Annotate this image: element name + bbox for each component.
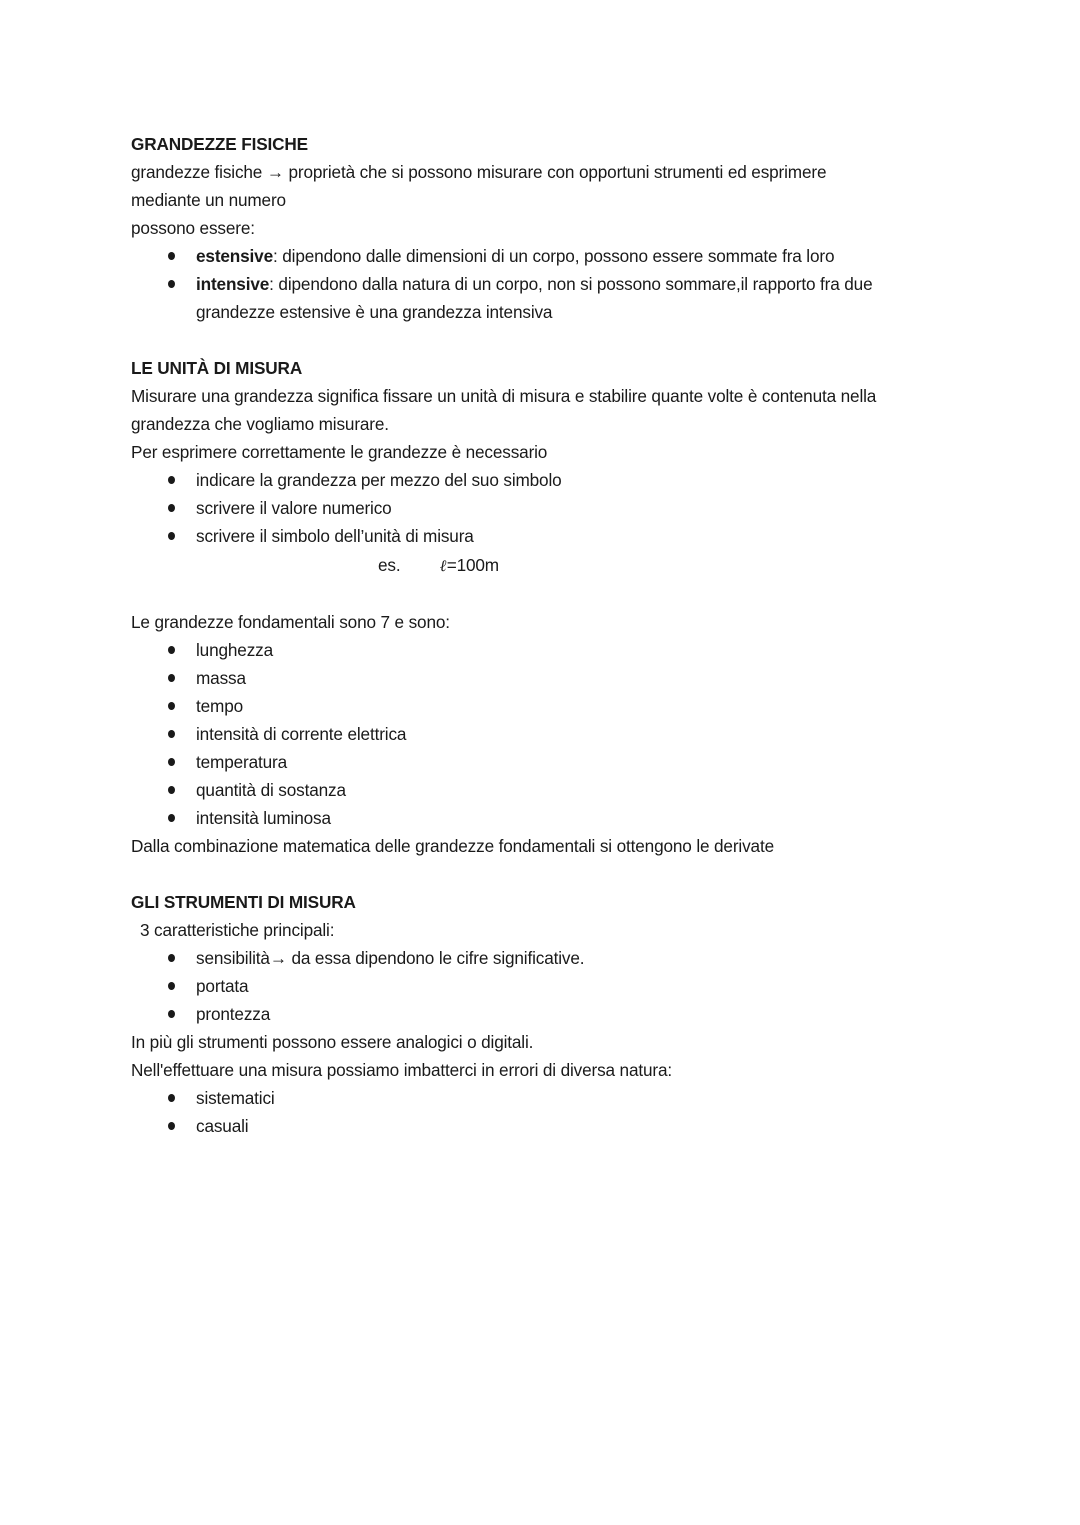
list-item-text: indicare la grandezza per mezzo del suo simbolo bbox=[196, 470, 562, 490]
bullet-icon bbox=[168, 814, 175, 822]
list-item bbox=[131, 636, 951, 664]
bullet-icon bbox=[168, 1010, 175, 1018]
definition-line: grandezze fisiche → proprietà che si possono misurare con opportuni strumenti ed esprimere bbox=[131, 162, 827, 182]
section-heading: LE UNITÀ DI MISURA bbox=[131, 358, 303, 378]
term-label: intensive bbox=[196, 274, 270, 294]
term-description: : dipendono dalle dimensioni di un corpo, possono essere sommate fra loro bbox=[273, 246, 835, 266]
paragraph: In più gli strumenti possono essere analogici o digitali. bbox=[131, 1032, 534, 1052]
list-item-text: sensibilità→ da essa dipendono le cifre significative. bbox=[196, 948, 585, 968]
bullet-icon bbox=[168, 982, 175, 990]
term-label: estensive bbox=[196, 246, 274, 266]
list-item-text: scrivere il valore numerico bbox=[196, 498, 392, 518]
list-item-text: intensità luminosa bbox=[196, 808, 331, 828]
list-item bbox=[131, 720, 951, 748]
list-item-text: scrivere il simbolo dell’unità di misura bbox=[196, 526, 474, 546]
list-item bbox=[131, 242, 951, 270]
list-item-text: portata bbox=[196, 976, 249, 996]
example-formula bbox=[131, 550, 951, 580]
list-intro: Le grandezze fondamentali sono 7 e sono: bbox=[131, 612, 450, 632]
bullet-icon bbox=[168, 252, 175, 260]
bullet-icon bbox=[168, 1122, 175, 1130]
list-intro: possono essere: bbox=[131, 218, 255, 238]
paragraph: Per esprimere correttamente le grandezze è necessario bbox=[131, 442, 548, 462]
bullet-icon bbox=[168, 504, 175, 512]
list-item bbox=[131, 664, 951, 692]
bullet-list bbox=[131, 636, 951, 832]
list-item bbox=[131, 494, 951, 522]
paragraph: Misurare una grandezza significa fissare un unità di misura e stabilire quante volte è contenuta nella grandezza che vogliamo misurare. bbox=[131, 386, 877, 434]
list-item bbox=[131, 466, 951, 494]
bullet-icon bbox=[168, 476, 175, 484]
list-item-text: prontezza bbox=[196, 1004, 271, 1024]
section-heading: GLI STRUMENTI DI MISURA bbox=[131, 892, 356, 912]
list-item bbox=[131, 1112, 951, 1140]
paragraph: Dalla combinazione matematica delle grandezze fondamentali si ottengono le derivate bbox=[131, 836, 774, 856]
bullet-list bbox=[131, 1084, 951, 1140]
list-item bbox=[131, 776, 951, 804]
list-item bbox=[131, 1084, 951, 1112]
example-label: es. bbox=[378, 555, 401, 575]
bullet-list bbox=[131, 466, 951, 550]
list-item-text: massa bbox=[196, 668, 246, 688]
section-grandezze-fondamentali bbox=[131, 608, 951, 860]
bullet-icon bbox=[168, 1094, 175, 1102]
list-intro: 3 caratteristiche principali: bbox=[140, 920, 335, 940]
bullet-icon bbox=[168, 646, 175, 654]
example-value: =100m bbox=[446, 555, 499, 575]
list-item bbox=[131, 748, 951, 776]
bullet-icon bbox=[168, 532, 175, 540]
list-item bbox=[131, 804, 951, 832]
list-item-text: intensità di corrente elettrica bbox=[196, 724, 407, 744]
section-heading: GRANDEZZE FISICHE bbox=[131, 134, 308, 154]
list-item bbox=[131, 972, 951, 1000]
spacer bbox=[131, 326, 951, 354]
list-item bbox=[131, 522, 951, 550]
bullet-list bbox=[131, 944, 951, 1028]
spacer bbox=[131, 860, 951, 888]
document-page bbox=[131, 130, 951, 1140]
bullet-icon bbox=[168, 730, 175, 738]
list-item bbox=[131, 1000, 951, 1028]
section-strumenti-di-misura bbox=[131, 888, 951, 1140]
list-item-text: temperatura bbox=[196, 752, 288, 772]
example-expression bbox=[440, 551, 499, 580]
term-description: : dipendono dalla natura di un corpo, non si possono sommare,il rapporto fra due grandezze estensive è una grandezza intensiva bbox=[196, 274, 873, 322]
list-item-text: tempo bbox=[196, 696, 244, 716]
list-item bbox=[131, 944, 951, 972]
list-item-text: quantità di sostanza bbox=[196, 780, 346, 800]
spacer bbox=[131, 580, 951, 608]
paragraph: Nell'effettuare una misura possiamo imbatterci in errori di diversa natura: bbox=[131, 1060, 673, 1080]
length-symbol: ℓ bbox=[440, 556, 447, 575]
list-item bbox=[131, 692, 951, 720]
list-item-text: sistematici bbox=[196, 1088, 275, 1108]
section-grandezze-fisiche bbox=[131, 130, 951, 326]
bullet-icon bbox=[168, 280, 175, 288]
bullet-icon bbox=[168, 758, 175, 766]
bullet-icon bbox=[168, 674, 175, 682]
list-item-text: lunghezza bbox=[196, 640, 274, 660]
definition-line: mediante un numero bbox=[131, 190, 286, 210]
bullet-icon bbox=[168, 702, 175, 710]
bullet-icon bbox=[168, 786, 175, 794]
section-unita-di-misura bbox=[131, 354, 951, 580]
bullet-list bbox=[131, 242, 951, 326]
bullet-icon bbox=[168, 954, 175, 962]
list-item bbox=[131, 270, 951, 326]
list-item-text: casuali bbox=[196, 1116, 249, 1136]
